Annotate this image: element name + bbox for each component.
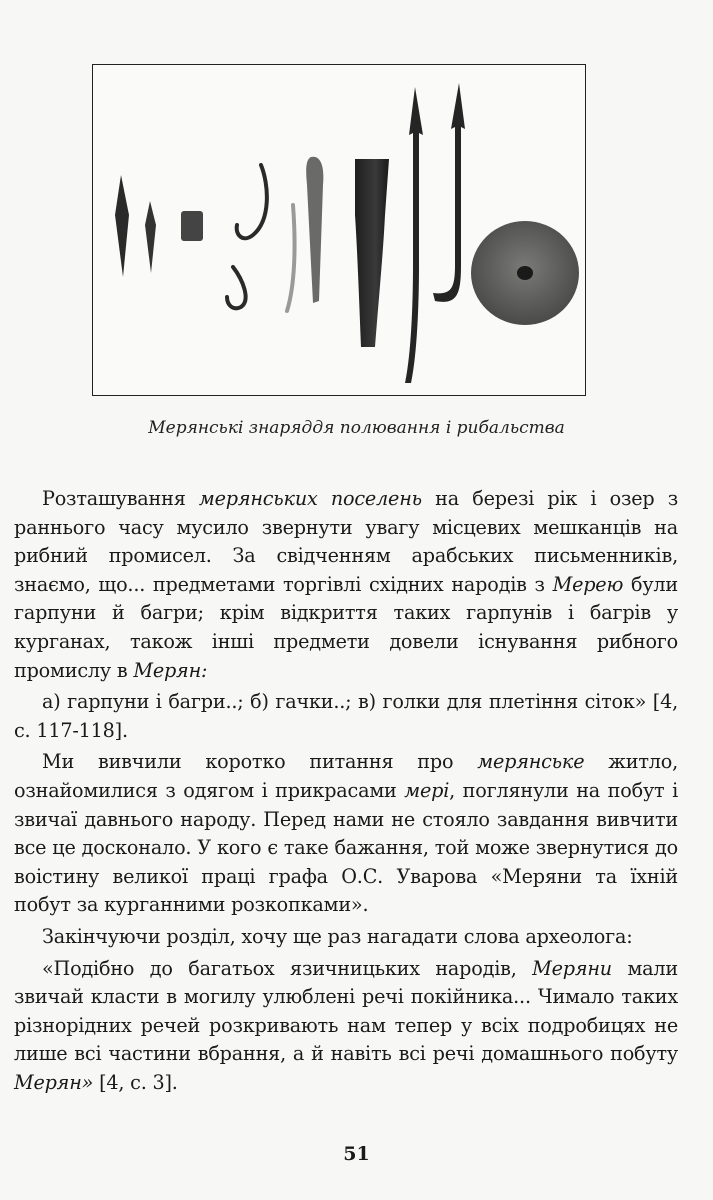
- run: , поглянули на побут і звичаї давнього народу. Перед нами не стояло завдання вивчити все це досконало. У кого є таке бажання, той може звернутися до воістину великої праці графа О.С. Уварова «Меряни та їхній побут за курганними розкопками».: [14, 778, 679, 917]
- run: були гарпуни й багри; крім відкриття таких гарпунів і багрів у курганах, також інші предмети довели існування рибного промислу в: [14, 572, 679, 682]
- artifacts-illustration: [93, 65, 585, 395]
- run-italic: Мерею: [552, 572, 624, 596]
- run: «Подібно до багатьох язичницьких народів,: [42, 956, 533, 980]
- paragraph-3: [14, 748, 678, 920]
- run: Розташування: [42, 487, 199, 510]
- paragraph-5: [14, 955, 678, 1098]
- run: Ми вивчили коротко питання про: [42, 750, 478, 774]
- paragraph-1: [14, 485, 678, 685]
- run-italic: мерянське: [477, 750, 585, 774]
- run: житло, ознайомилися з одягом і прикрасами: [14, 750, 678, 802]
- run: Закінчуючи розділ, хочу ще раз нагадати слова археолога:: [42, 924, 633, 948]
- run-italic: мері: [404, 778, 450, 802]
- run-italic: Меряни: [532, 956, 612, 980]
- sinker-block: [181, 211, 203, 241]
- run-italic: Мерян»: [14, 1070, 94, 1094]
- page-number: 51: [343, 1143, 370, 1165]
- run-italic: Мерян:: [133, 658, 208, 682]
- run: мали звичай класти в могилу улюблені речі покійника... Чимало таких різнорідних речей розкривають нам тепер у всіх подробицях не лише всі частини вбрання, а й навіть всі речі домашнього побуту: [14, 956, 678, 1066]
- paragraph-2: [14, 688, 678, 745]
- artifacts-photo: [92, 64, 586, 396]
- paragraph-4: [14, 923, 678, 952]
- disc-hole: [517, 266, 533, 280]
- run: на березі рік і озер з раннього часу мусило звернути увагу місцевих мешканців на рибний промисел. За свідченням арабських письменників, знаємо, що... предметами торгівлі східних народів з: [14, 487, 678, 596]
- body-text: [14, 485, 678, 1100]
- figure-caption: Мерянські знаряддя полювання і рибальства: [148, 418, 565, 438]
- run-italic: мерянських поселень: [198, 487, 422, 510]
- run: [4, с. 3].: [93, 1070, 178, 1094]
- run: а) гарпуни і багри..; б) гачки..; в) голки для плетіння сіток» [4, с. 117-118].: [14, 690, 678, 742]
